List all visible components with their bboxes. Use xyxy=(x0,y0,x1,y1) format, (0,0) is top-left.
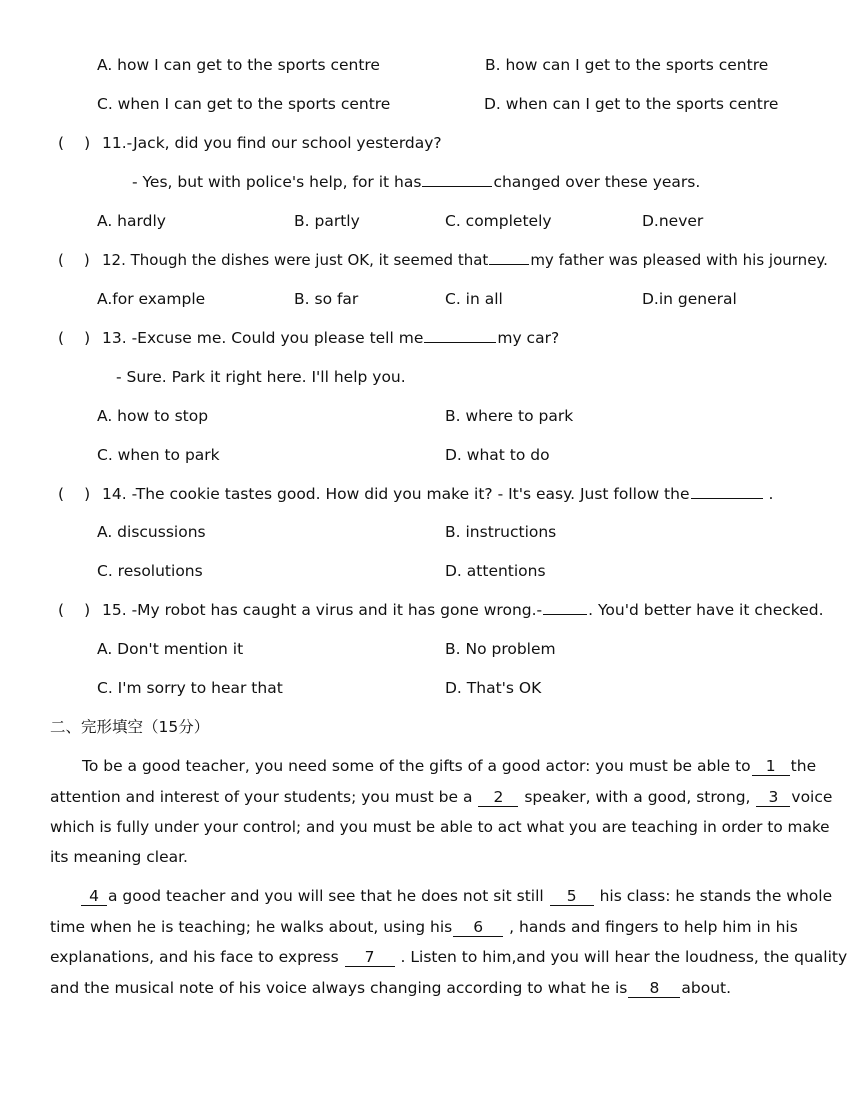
answer-paren-open: ( xyxy=(58,601,65,619)
answer-paren-open: ( xyxy=(58,329,65,347)
q10-option-a: A. how I can get to the sports centre xyxy=(97,56,380,74)
cloze-blank-8: 8 xyxy=(628,979,680,998)
passage-text: and the musical note of his voice always changing according to what he is xyxy=(50,979,628,997)
question-11-text: 11.-Jack, did you find our school yesterday? xyxy=(102,134,442,152)
question-14-text-post: . xyxy=(768,485,774,503)
question-12-stem xyxy=(58,250,828,270)
q14-option-a: A. discussions xyxy=(97,523,206,541)
answer-blank xyxy=(543,600,587,615)
passage-text: . Listen to him,and you will hear the loudness, the quality xyxy=(400,948,848,966)
q11-option-d: D.never xyxy=(642,212,704,230)
section-heading-cloze: 二、完形填空（15分） xyxy=(50,718,210,736)
q15-option-d: D. That's OK xyxy=(445,679,542,697)
q10-option-b: B. how can I get to the sports centre xyxy=(485,56,769,74)
reply-text-post: changed over these years. xyxy=(493,173,701,191)
question-13-text-pre: 13. -Excuse me. Could you please tell me xyxy=(102,329,424,347)
question-12-text-pre: 12. Though the dishes were just OK, it seemed that xyxy=(102,251,489,269)
passage-p2-line4 xyxy=(50,978,731,998)
q13-option-c: C. when to park xyxy=(97,446,220,464)
answer-paren-open: ( xyxy=(58,251,64,269)
question-15-text-post: . You'd better have it checked. xyxy=(588,601,824,619)
passage-text: a good teacher and you will see that he does not sit still xyxy=(108,887,544,905)
answer-blank xyxy=(424,328,496,343)
passage-p1-line2 xyxy=(50,787,832,807)
q14-option-d: D. attentions xyxy=(445,562,546,580)
cloze-blank-2: 2 xyxy=(478,788,518,807)
cloze-blank-4: 4 xyxy=(81,887,107,906)
passage-text: attention and interest of your students; you must be a xyxy=(50,788,473,806)
passage-text: voice xyxy=(791,788,833,806)
q12-option-d: D.in general xyxy=(642,290,737,308)
answer-paren-close: ) xyxy=(84,134,91,152)
question-11-reply xyxy=(132,172,700,192)
q10-option-d: D. when can I get to the sports centre xyxy=(484,95,779,113)
q10-option-c: C. when I can get to the sports centre xyxy=(97,95,391,113)
q15-option-c: C. I'm sorry to hear that xyxy=(97,679,283,697)
answer-paren-close: ) xyxy=(84,329,91,347)
passage-text: his class: he stands the whole xyxy=(599,887,833,905)
q12-option-c: C. in all xyxy=(445,290,503,308)
q15-option-a: A. Don't mention it xyxy=(97,640,244,658)
cloze-blank-3: 3 xyxy=(756,788,790,807)
passage-p1-line3: which is fully under your control; and you must be able to act what you are teaching in order to make xyxy=(50,818,830,836)
q11-option-b: B. partly xyxy=(294,212,360,230)
q15-option-b: B. No problem xyxy=(445,640,556,658)
passage-p1-line4: its meaning clear. xyxy=(50,848,188,866)
passage-p2-line3 xyxy=(50,947,847,967)
question-13-reply: - Sure. Park it right here. I'll help you. xyxy=(116,368,406,386)
q13-option-d: D. what to do xyxy=(445,446,550,464)
cloze-blank-5: 5 xyxy=(550,887,594,906)
answer-paren-close: ) xyxy=(84,485,91,503)
q12-option-b: B. so far xyxy=(294,290,359,308)
question-14-stem xyxy=(58,484,773,504)
passage-p2-line2 xyxy=(50,917,798,937)
q11-option-c: C. completely xyxy=(445,212,552,230)
q13-option-a: A. how to stop xyxy=(97,407,209,425)
cloze-blank-7: 7 xyxy=(345,948,395,967)
question-13-text-post: my car? xyxy=(497,329,560,347)
answer-paren-close: ) xyxy=(84,601,91,619)
question-12-text-post: my father was pleased with his journey. xyxy=(530,251,828,269)
question-15-stem xyxy=(58,600,824,620)
passage-text: the xyxy=(790,757,817,775)
answer-paren-close: ) xyxy=(83,251,90,269)
answer-paren-open: ( xyxy=(58,485,65,503)
passage-text: explanations, and his face to express xyxy=(50,948,339,966)
answer-blank xyxy=(691,484,763,499)
answer-blank xyxy=(489,250,529,265)
question-14-text-pre: 14. -The cookie tastes good. How did you make it? - It's easy. Just follow the xyxy=(102,485,690,503)
q13-option-b: B. where to park xyxy=(445,407,574,425)
passage-text: about. xyxy=(681,979,732,997)
passage-text: time when he is teaching; he walks about, using his xyxy=(50,918,453,936)
passage-text: , hands and fingers to help him in his xyxy=(509,918,798,936)
passage-text: speaker, with a good, strong, xyxy=(524,788,751,806)
answer-paren-open: ( xyxy=(58,134,65,152)
question-13-stem xyxy=(58,328,559,348)
cloze-blank-6: 6 xyxy=(453,918,503,937)
q11-option-a: A. hardly xyxy=(97,212,166,230)
cloze-blank-1: 1 xyxy=(752,757,790,776)
question-15-text-pre: 15. -My robot has caught a virus and it has gone wrong.- xyxy=(102,601,543,619)
answer-blank xyxy=(422,172,492,187)
q12-option-a: A.for example xyxy=(97,290,206,308)
passage-text: To be a good teacher, you need some of the gifts of a good actor: you must be able to xyxy=(82,757,751,775)
question-11-stem xyxy=(58,133,442,153)
passage-p1-line1 xyxy=(82,756,816,776)
passage-p2-line1 xyxy=(80,886,832,906)
q14-option-c: C. resolutions xyxy=(97,562,203,580)
reply-text-pre: - Yes, but with police's help, for it has xyxy=(132,173,422,191)
q14-option-b: B. instructions xyxy=(445,523,557,541)
